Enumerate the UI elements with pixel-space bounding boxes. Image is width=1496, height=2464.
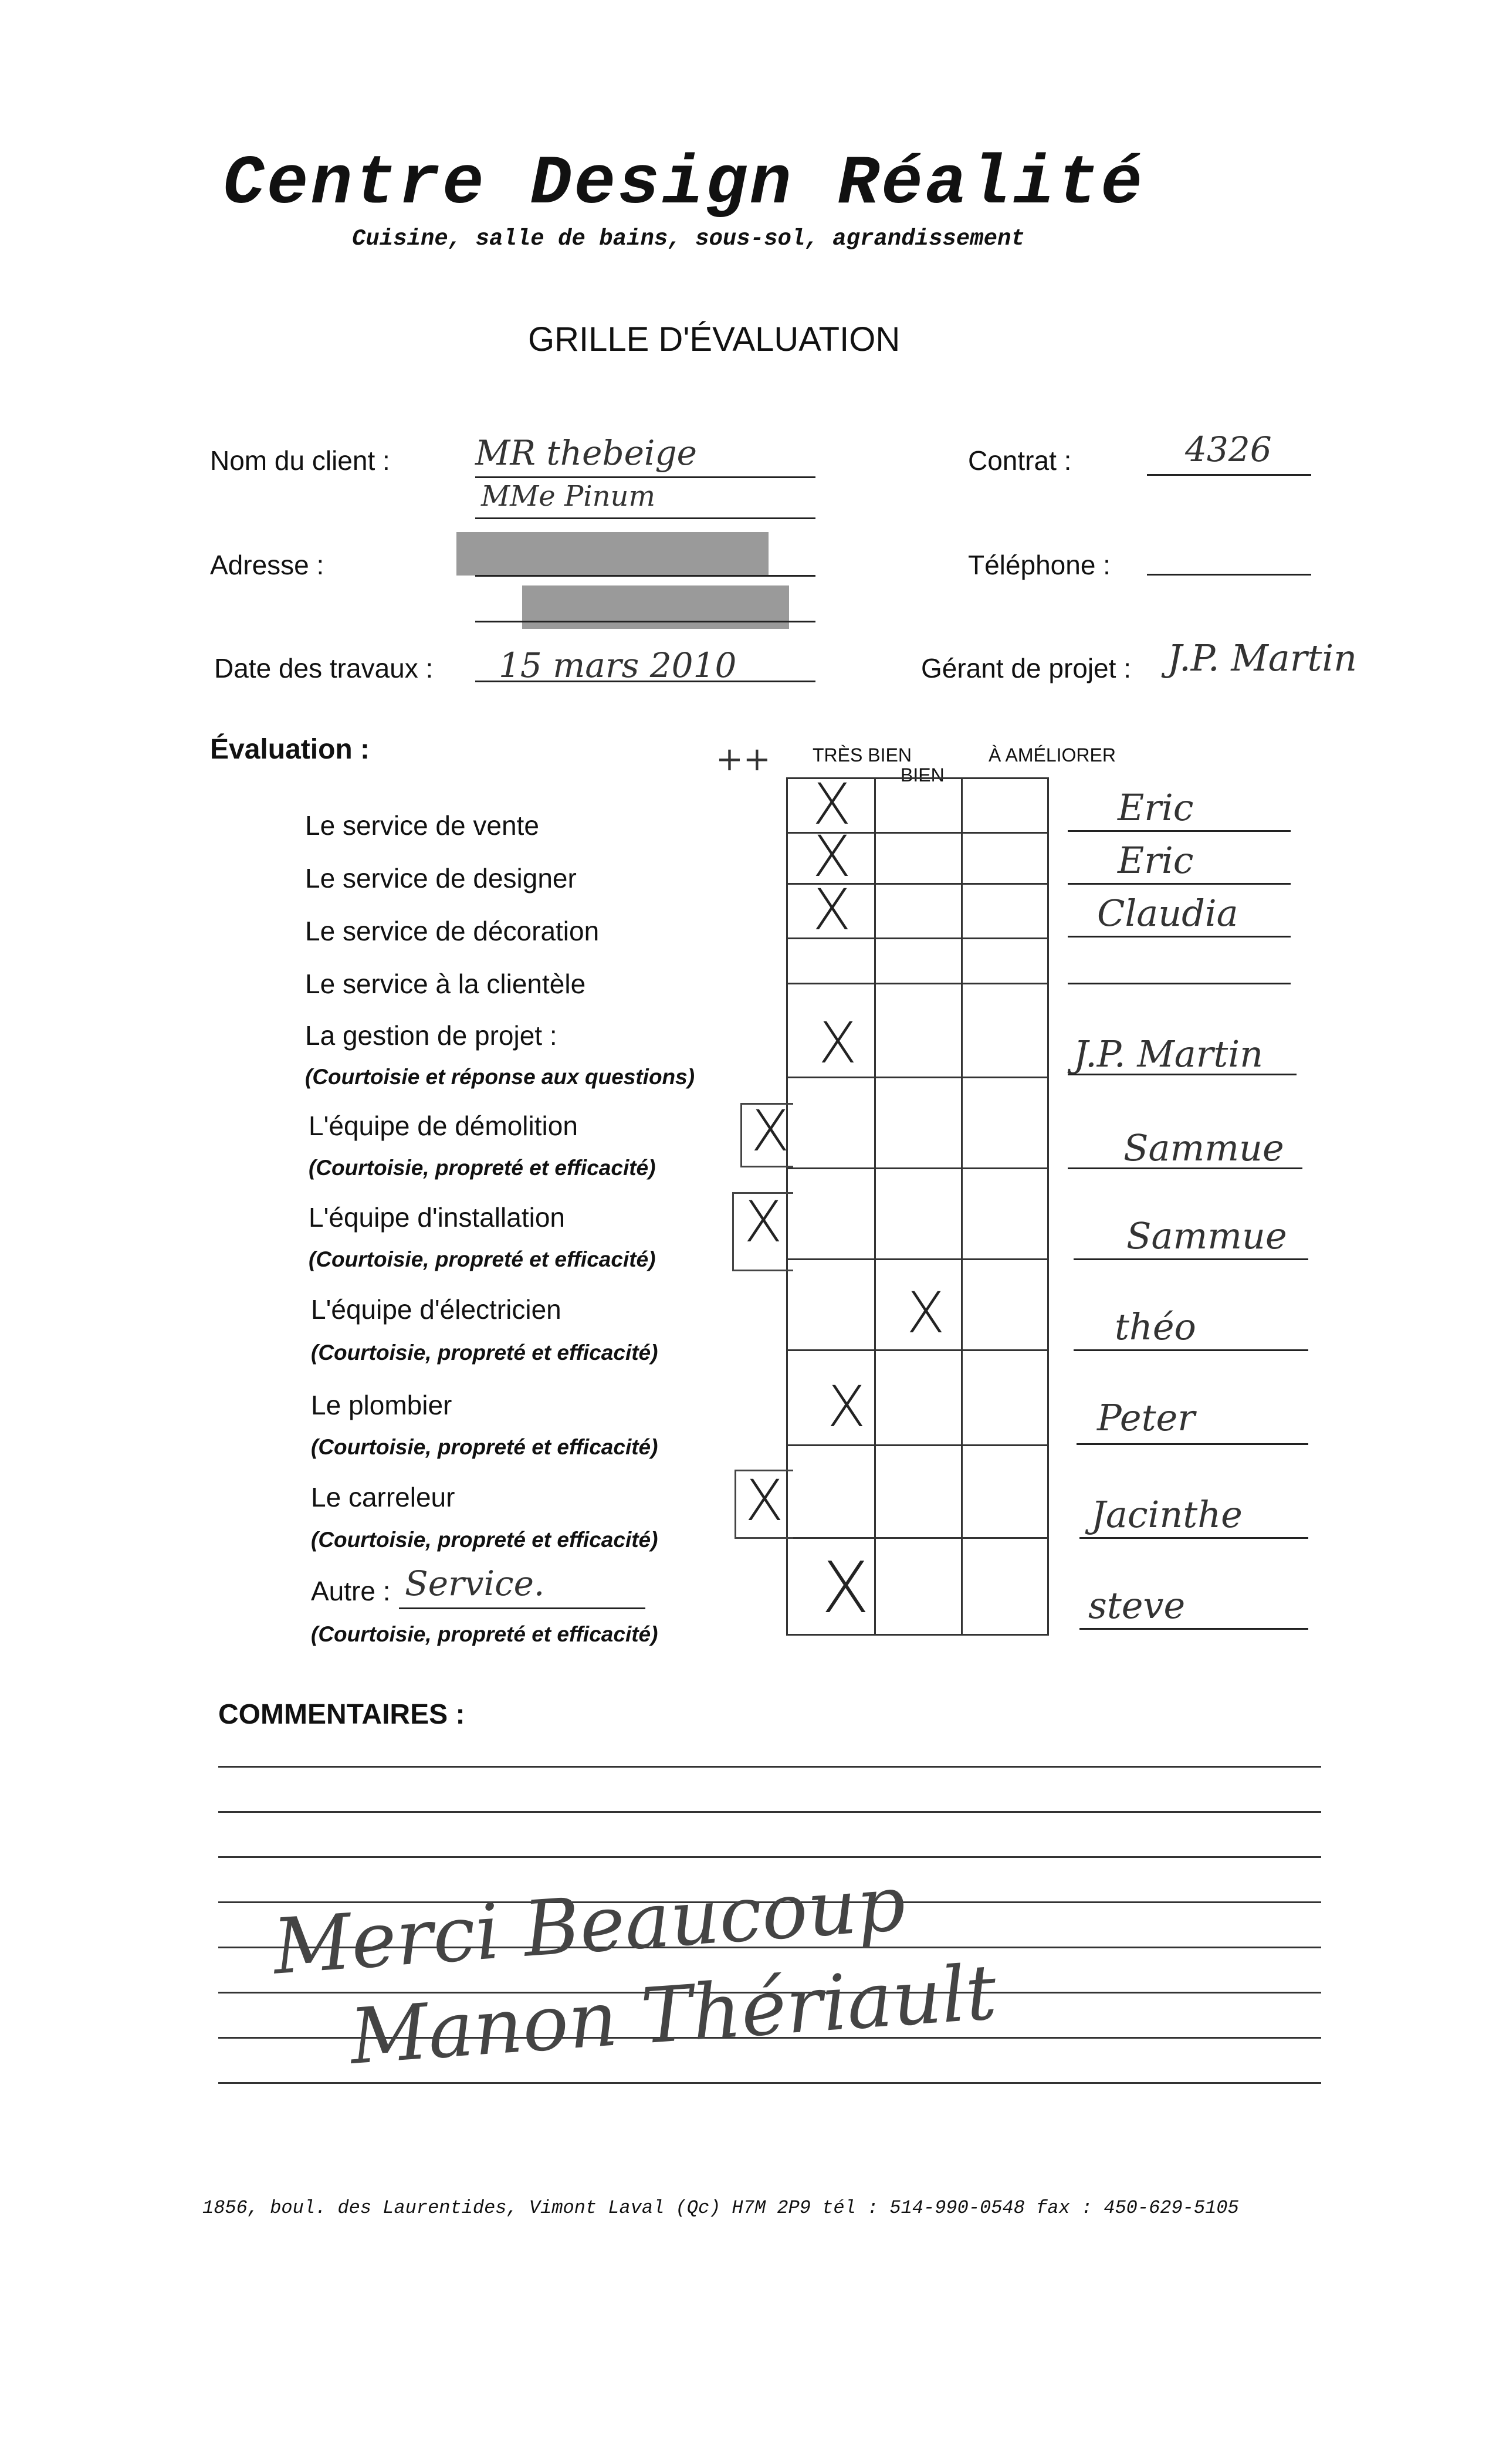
date-label: Date des travaux :	[214, 653, 434, 683]
date-value: 15 mars 2010	[499, 645, 737, 685]
row-note-autre: (Courtoisie, propreté et efficacité)	[311, 1622, 658, 1646]
mark-vente: X	[813, 771, 851, 837]
grid-cell	[961, 1537, 1049, 1636]
name-gestion: J.P. Martin	[1074, 1033, 1264, 1075]
name-line-installation	[1074, 1258, 1308, 1260]
name-line-designer	[1068, 883, 1291, 885]
name-line-electricien	[1074, 1349, 1308, 1351]
row-label-designer: Le service de designer	[305, 863, 577, 893]
client-name-line-1	[475, 476, 815, 478]
grid-cell	[961, 777, 1049, 834]
grid-cell	[874, 1537, 963, 1636]
grid-cell	[786, 1077, 876, 1169]
row-label-electricien: L'équipe d'électricien	[311, 1294, 561, 1325]
footer-address: 1856, boul. des Laurentides, Vimont Laval (Qc) H7M 2P9 tél : 514-990-0548 fax : 450-629-5105	[202, 2197, 1239, 2219]
grid-cell	[786, 1258, 876, 1351]
contract-line	[1147, 474, 1311, 476]
grid-cell	[961, 1077, 1049, 1169]
row-note-carreleur: (Courtoisie, propreté et efficacité)	[311, 1528, 658, 1552]
handwritten-signature	[270, 1853, 1000, 2087]
row-label-plombier: Le plombier	[311, 1390, 452, 1420]
client-name-value-2: MMe Pinum	[481, 480, 655, 513]
comment-line	[218, 1766, 1321, 1768]
row-label-autre: Autre :	[311, 1576, 391, 1606]
row-note-electricien: (Courtoisie, propreté et efficacité)	[311, 1341, 658, 1365]
grid-cell	[961, 1349, 1049, 1446]
name-demolition: Sammue	[1123, 1126, 1284, 1169]
name-designer: Eric	[1118, 839, 1194, 882]
name-decoration: Claudia	[1097, 892, 1238, 935]
mark-autre: X	[821, 1548, 870, 1629]
grid-cell	[874, 983, 963, 1078]
address-line-1	[475, 575, 815, 577]
grid-cell	[874, 1349, 963, 1446]
comment-line	[218, 1856, 1321, 1858]
column-bien: BIEN	[901, 764, 945, 786]
comment-line	[218, 1811, 1321, 1813]
grid-cell	[961, 883, 1049, 939]
column-a-ameliorer: À AMÉLIORER	[989, 744, 1116, 766]
row-label-demolition: L'équipe de démolition	[309, 1111, 578, 1141]
client-name-value-1: MR thebeige	[475, 433, 697, 473]
address-redaction-1	[456, 532, 769, 576]
name-installation: Sammue	[1126, 1214, 1287, 1257]
signature-line-1: Merci Beaucoup	[270, 1858, 909, 1992]
company-name: Centre Design Réalité	[223, 145, 1145, 224]
grid-cell	[961, 1167, 1049, 1260]
grid-cell	[961, 1444, 1049, 1539]
mark-installation: X	[744, 1189, 783, 1255]
mark-decoration: X	[813, 877, 851, 943]
mark-gestion: X	[818, 1010, 857, 1076]
name-line-demolition	[1068, 1167, 1302, 1169]
row-label-clientele: Le service à la clientèle	[305, 969, 586, 999]
column-tres-bien: TRÈS BIEN	[813, 744, 912, 766]
contract-value: 4326	[1185, 429, 1272, 469]
company-subtitle: Cuisine, salle de bains, sous-sol, agrandissement	[352, 226, 1025, 252]
comments-label: COMMENTAIRES :	[218, 1699, 465, 1730]
row-label-gestion: La gestion de projet :	[305, 1020, 557, 1051]
name-plombier: Peter	[1097, 1396, 1195, 1439]
row-note-demolition: (Courtoisie, propreté et efficacité)	[309, 1156, 656, 1180]
manager-value: J.P. Martin	[1167, 637, 1358, 679]
client-name-label: Nom du client :	[210, 445, 390, 476]
grid-cell	[874, 832, 963, 885]
address-label: Adresse :	[210, 550, 324, 580]
name-line-autre	[1079, 1628, 1308, 1630]
name-line-decoration	[1068, 936, 1291, 937]
name-line-plombier	[1077, 1443, 1308, 1445]
name-line-gestion	[1068, 1074, 1297, 1075]
name-electricien: théo	[1115, 1305, 1196, 1348]
autre-line	[399, 1607, 645, 1609]
row-label-carreleur: Le carreleur	[311, 1482, 455, 1512]
client-name-line-2	[475, 517, 815, 519]
grid-cell	[786, 1444, 876, 1539]
address-line-2	[475, 621, 815, 622]
row-note-plombier: (Courtoisie, propreté et efficacité)	[311, 1435, 658, 1459]
comment-line	[218, 2082, 1321, 2084]
row-label-decoration: Le service de décoration	[305, 916, 600, 946]
grid-cell	[874, 1444, 963, 1539]
row-note-installation: (Courtoisie, propreté et efficacité)	[309, 1247, 656, 1271]
phone-label: Téléphone :	[968, 550, 1111, 580]
row-note-gestion: (Courtoisie et réponse aux questions)	[305, 1065, 695, 1089]
grid-cell	[786, 937, 876, 984]
grid-cell	[874, 1077, 963, 1169]
form-title: GRILLE D'ÉVALUATION	[528, 320, 901, 358]
mark-demolition: X	[751, 1098, 790, 1164]
mark-plombier: X	[827, 1374, 866, 1440]
plusplus-annotation: ++	[716, 740, 771, 779]
name-carreleur: Jacinthe	[1091, 1493, 1243, 1536]
name-autre: steve	[1088, 1584, 1186, 1627]
row-label-vente: Le service de vente	[305, 810, 539, 841]
mark-carreleur: X	[745, 1468, 784, 1534]
name-line-clientele	[1068, 983, 1291, 984]
grid-cell	[874, 883, 963, 939]
manager-label: Gérant de projet :	[921, 653, 1131, 683]
autre-value: Service.	[405, 1563, 545, 1603]
grid-cell	[961, 937, 1049, 984]
name-vente: Eric	[1118, 786, 1194, 829]
name-line-carreleur	[1079, 1537, 1308, 1539]
evaluation-label: Évaluation :	[210, 734, 370, 765]
name-line-vente	[1068, 830, 1291, 832]
phone-line	[1147, 574, 1311, 576]
grid-cell	[874, 937, 963, 984]
mark-designer: X	[813, 824, 851, 889]
grid-cell	[961, 832, 1049, 885]
date-line	[475, 681, 815, 682]
grid-cell	[874, 1167, 963, 1260]
grid-cell	[786, 1167, 876, 1260]
mark-electricien: X	[906, 1280, 945, 1346]
grid-cell	[961, 1258, 1049, 1351]
grid-cell	[874, 777, 963, 834]
signature-line-2: Manon Thériault	[347, 1947, 1000, 2081]
row-label-installation: L'équipe d'installation	[309, 1202, 565, 1233]
contract-label: Contrat :	[968, 445, 1072, 476]
grid-cell	[961, 983, 1049, 1078]
